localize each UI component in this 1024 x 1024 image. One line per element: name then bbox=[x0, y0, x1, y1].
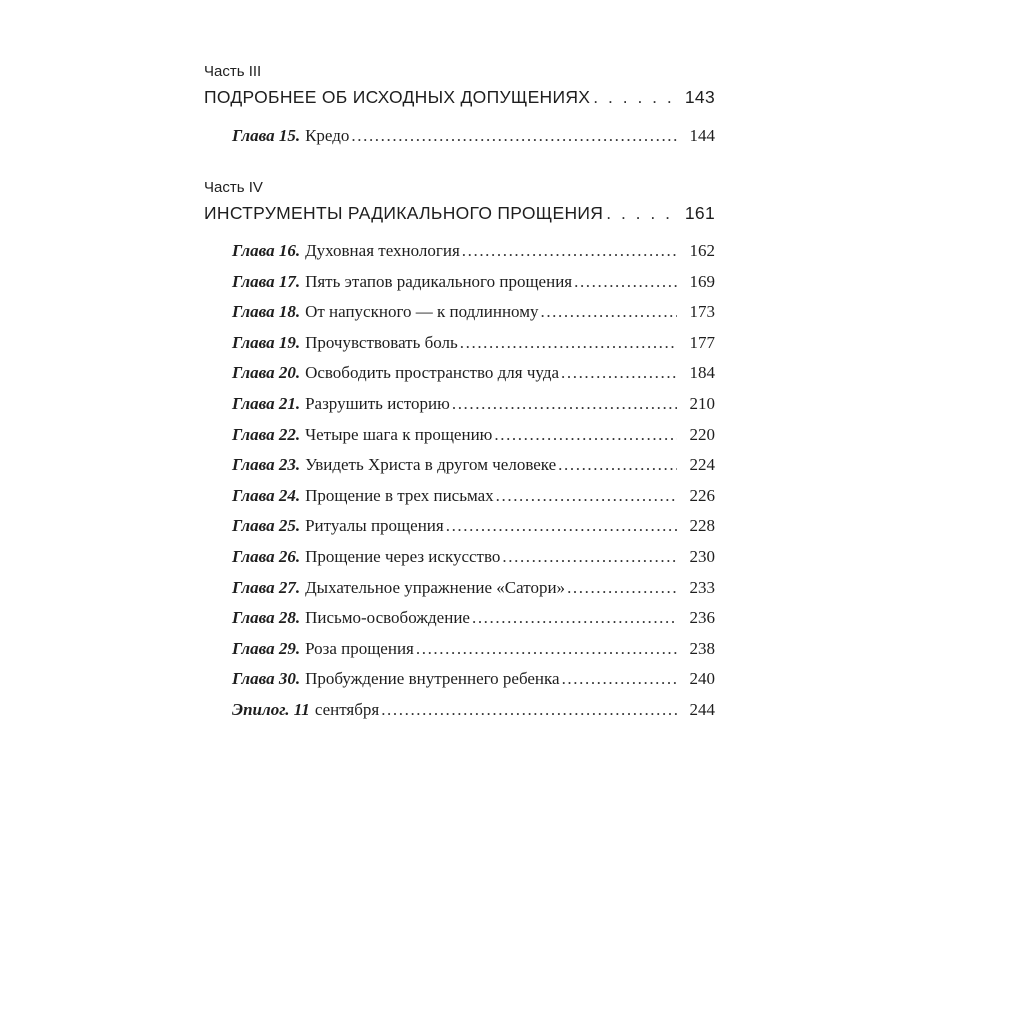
chapter-label: Глава 24. bbox=[232, 485, 301, 505]
chapter-title: От напускного — к подлинному bbox=[305, 302, 539, 322]
toc-entry[interactable] bbox=[232, 481, 715, 512]
dot-leader bbox=[446, 511, 677, 541]
chapter-title: Освободить пространство для чуда bbox=[305, 363, 560, 383]
chapter-label: Глава 25. bbox=[232, 516, 301, 536]
chapter-title: Духовная технология bbox=[305, 241, 460, 260]
toc-entry[interactable] bbox=[232, 420, 715, 451]
dot-leader bbox=[452, 389, 677, 419]
toc-entry[interactable] bbox=[232, 634, 715, 665]
chapter-title: Прощение в трех письмах bbox=[305, 485, 494, 505]
chapter-title: Дыхательное упражнение «Сатори» bbox=[305, 577, 566, 597]
dot-leader bbox=[558, 450, 677, 480]
chapter-label: Глава 26. bbox=[232, 546, 301, 566]
part-title-row[interactable] bbox=[204, 198, 715, 228]
toc-entry[interactable] bbox=[232, 267, 715, 298]
chapter-page-number: 144 bbox=[689, 126, 715, 145]
chapter-page-number: 233 bbox=[689, 577, 715, 597]
chapter-label: Глава 30. bbox=[232, 669, 301, 689]
toc-entry[interactable] bbox=[232, 121, 715, 152]
part-title: ИНСТРУМЕНТЫ РАДИКАЛЬНОГО ПРОЩЕНИЯ bbox=[204, 203, 604, 223]
chapter-page-number: 224 bbox=[689, 455, 715, 475]
chapter-label: Глава 22. bbox=[232, 424, 301, 444]
chapter-page-number: 236 bbox=[689, 608, 715, 628]
chapter-title: сентября bbox=[314, 699, 380, 719]
toc-entry[interactable] bbox=[232, 664, 715, 695]
dot-leader bbox=[567, 573, 677, 603]
part-page-number: 143 bbox=[684, 87, 715, 107]
dot-leader bbox=[351, 121, 677, 151]
part-3-entries bbox=[232, 121, 715, 152]
chapter-title: Ритуалы прощения bbox=[305, 516, 444, 536]
chapter-title: Прочувствовать боль bbox=[305, 332, 458, 352]
chapter-page-number: 220 bbox=[689, 424, 715, 444]
part-page-number: 161 bbox=[684, 203, 715, 223]
chapter-label: Глава 18. bbox=[232, 302, 301, 322]
toc-entry[interactable] bbox=[232, 297, 715, 328]
chapter-label: Глава 23. bbox=[232, 455, 301, 475]
chapter-title: Письмо-освобождение bbox=[305, 608, 470, 628]
chapter-title: Пробуждение внутреннего ребенка bbox=[305, 669, 560, 689]
chapter-page-number: 238 bbox=[689, 638, 715, 658]
dot-leader bbox=[606, 198, 681, 228]
toc-entry[interactable] bbox=[232, 389, 715, 420]
toc-entry[interactable] bbox=[232, 328, 715, 359]
dot-leader bbox=[472, 603, 677, 633]
chapter-page-number: 169 bbox=[689, 271, 715, 291]
chapter-page-number: 173 bbox=[689, 302, 715, 322]
chapter-title: Прощение через искусство bbox=[305, 546, 501, 566]
chapter-page-number: 226 bbox=[689, 485, 715, 505]
dot-leader bbox=[574, 267, 677, 297]
dot-leader bbox=[562, 664, 677, 694]
dot-leader bbox=[416, 634, 677, 664]
toc-entry[interactable] bbox=[232, 236, 715, 267]
chapter-label: Глава 21. bbox=[232, 393, 301, 413]
part-title-row[interactable] bbox=[204, 82, 715, 112]
chapter-title: Четыре шага к прощению bbox=[305, 424, 493, 444]
chapter-label: Глава 15. bbox=[232, 126, 301, 145]
chapter-page-number: 240 bbox=[689, 669, 715, 689]
chapter-label: Глава 19. bbox=[232, 332, 301, 352]
chapter-label: Глава 16. bbox=[232, 241, 301, 260]
chapter-title: Увидеть Христа в другом человеке bbox=[305, 455, 557, 475]
chapter-page-number: 162 bbox=[689, 241, 715, 260]
part-4-header bbox=[204, 178, 715, 228]
part-label: Часть III bbox=[204, 63, 262, 80]
chapter-title: Пять этапов радикального прощения bbox=[305, 271, 573, 291]
toc-entry[interactable] bbox=[232, 358, 715, 389]
dot-leader bbox=[381, 695, 677, 725]
part-4-entries bbox=[232, 236, 715, 726]
dot-leader bbox=[540, 297, 677, 327]
dot-leader bbox=[462, 236, 677, 266]
dot-leader bbox=[496, 481, 677, 511]
epilogue-label: Эпилог. 11 bbox=[232, 699, 310, 719]
toc-entry[interactable] bbox=[232, 695, 715, 726]
dot-leader bbox=[502, 542, 677, 572]
part-label: Часть IV bbox=[204, 179, 263, 196]
chapter-page-number: 228 bbox=[689, 516, 715, 536]
chapter-title: Роза прощения bbox=[305, 638, 414, 658]
chapter-title: Кредо bbox=[305, 126, 350, 145]
chapter-page-number: 177 bbox=[689, 332, 715, 352]
chapter-label: Глава 20. bbox=[232, 363, 301, 383]
toc-entry[interactable] bbox=[232, 511, 715, 542]
chapter-label: Глава 28. bbox=[232, 608, 301, 628]
toc-entry[interactable] bbox=[232, 450, 715, 481]
chapter-page-number: 210 bbox=[689, 393, 715, 413]
dot-leader bbox=[460, 328, 677, 358]
chapter-title: Разрушить историю bbox=[305, 393, 450, 413]
chapter-label: Глава 27. bbox=[232, 577, 301, 597]
chapter-label: Глава 29. bbox=[232, 638, 301, 658]
dot-leader bbox=[494, 420, 677, 450]
part-title: ПОДРОБНЕЕ ОБ ИСХОДНЫХ ДОПУЩЕНИЯХ bbox=[204, 87, 591, 107]
dot-leader bbox=[561, 358, 677, 388]
dot-leader bbox=[593, 82, 681, 112]
toc-entry[interactable] bbox=[232, 603, 715, 634]
chapter-page-number: 244 bbox=[689, 699, 715, 719]
chapter-page-number: 184 bbox=[689, 363, 715, 383]
chapter-label: Глава 17. bbox=[232, 271, 301, 291]
toc-entry[interactable] bbox=[232, 542, 715, 573]
chapter-page-number: 230 bbox=[689, 546, 715, 566]
part-3-header bbox=[204, 62, 715, 112]
toc-entry[interactable] bbox=[232, 573, 715, 604]
